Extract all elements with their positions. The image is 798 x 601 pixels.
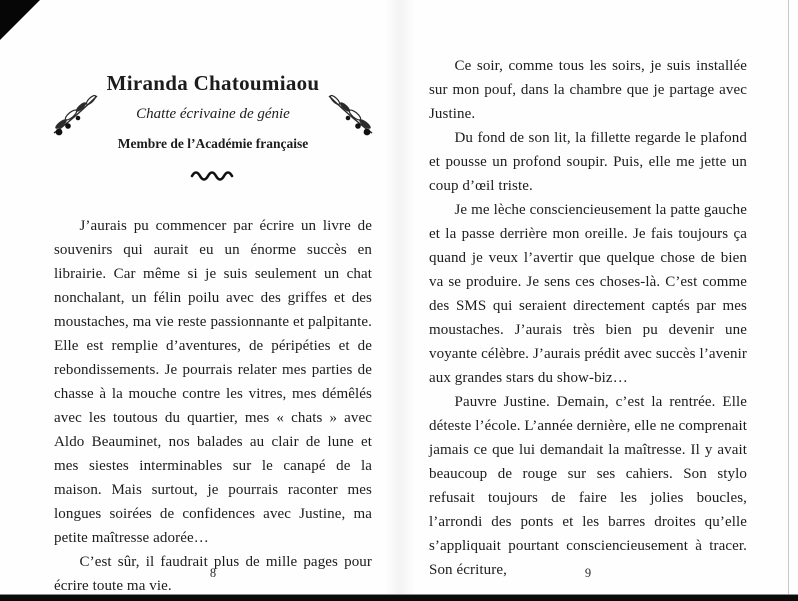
right-page-body	[429, 54, 747, 582]
page-edge-line	[788, 0, 789, 594]
chapter-header	[54, 58, 372, 192]
left-page-body	[54, 214, 372, 598]
paragraph: J’aurais pu commencer par écrire un livre de souvenirs qui aurait eu un énorme succès en librairie. Car même si je suis seulement un chat nonchalant, un félin poilu avec des griffes et des moustaches, ma vie reste passionnante et palpitante. Elle est remplie d’aventures, de péripéties et de rebondissements. Je pourrais relater mes parties de chasse à la mouche contre les vitres, mes démêlés avec les toutous du quartier, mes « chats » avec Aldo Beauminet, nos balades au clair de lune et mes siestes interminables sur le canapé de la maison. Mais surtout, je pourrais raconter mes longues soirées de confidences avec Justine, ma petite maîtresse adorée…	[54, 218, 372, 546]
paragraph: Pauvre Justine. Demain, c’est la rentrée. Elle déteste l’école. L’année dernière, elle ne comprenait jamais ce que lui demandait la maîtresse. Il y avait beaucoup de rouge sur ses cahiers. Son stylo refusait toujours de faire les jolies boucles, l’arrondi des ponts et les barres droites qu’elle s’appliquait pourtant consciencieusement à tracer. Son écriture,	[429, 394, 747, 578]
squiggle-ornament-icon	[54, 168, 372, 192]
paragraph: C’est sûr, il faudrait plus de mille pages pour écrire toute ma vie.	[54, 554, 372, 594]
chapter-title-block	[107, 70, 320, 152]
chapter-title-row	[54, 70, 372, 152]
paragraph: Du fond de son lit, la fillette regarde le plafond et pousse un profond soupir. Puis, elle me jette un coup d’œil triste.	[429, 130, 747, 194]
page-number-left: 8	[209, 566, 217, 580]
right-page	[429, 54, 747, 582]
page-gutter	[384, 0, 416, 594]
paragraph: Je me lèche consciencieusement la patte gauche et la passe derrière mon oreille. Je fais toujours ça quand je veux l’avertir que quelque chose de bien va se produire. Je sens ces choses-là. C’est comme des SMS qui seraient directement captés par mes moustaches. J’aurais très bien pu devenir une voyante célèbre. J’aurais prédit avec succès l’avenir aux grandes stars du show-biz…	[429, 202, 747, 386]
paragraph: Ce soir, comme tous les soirs, je suis installée sur mon pouf, dans la chambre que je partage avec Justine.	[429, 58, 747, 122]
page-number-right: 9	[584, 566, 592, 580]
chapter-subtitle: Chatte écrivaine de génie	[136, 106, 290, 122]
chapter-title: Miranda Chatoumiaou	[106, 71, 320, 95]
chapter-member-line: Membre de l’Académie française	[117, 136, 309, 151]
left-page	[54, 58, 372, 598]
olive-branch-left-icon	[51, 91, 101, 145]
olive-branch-right-icon	[325, 91, 375, 145]
photo-corner-top-left	[0, 0, 40, 40]
